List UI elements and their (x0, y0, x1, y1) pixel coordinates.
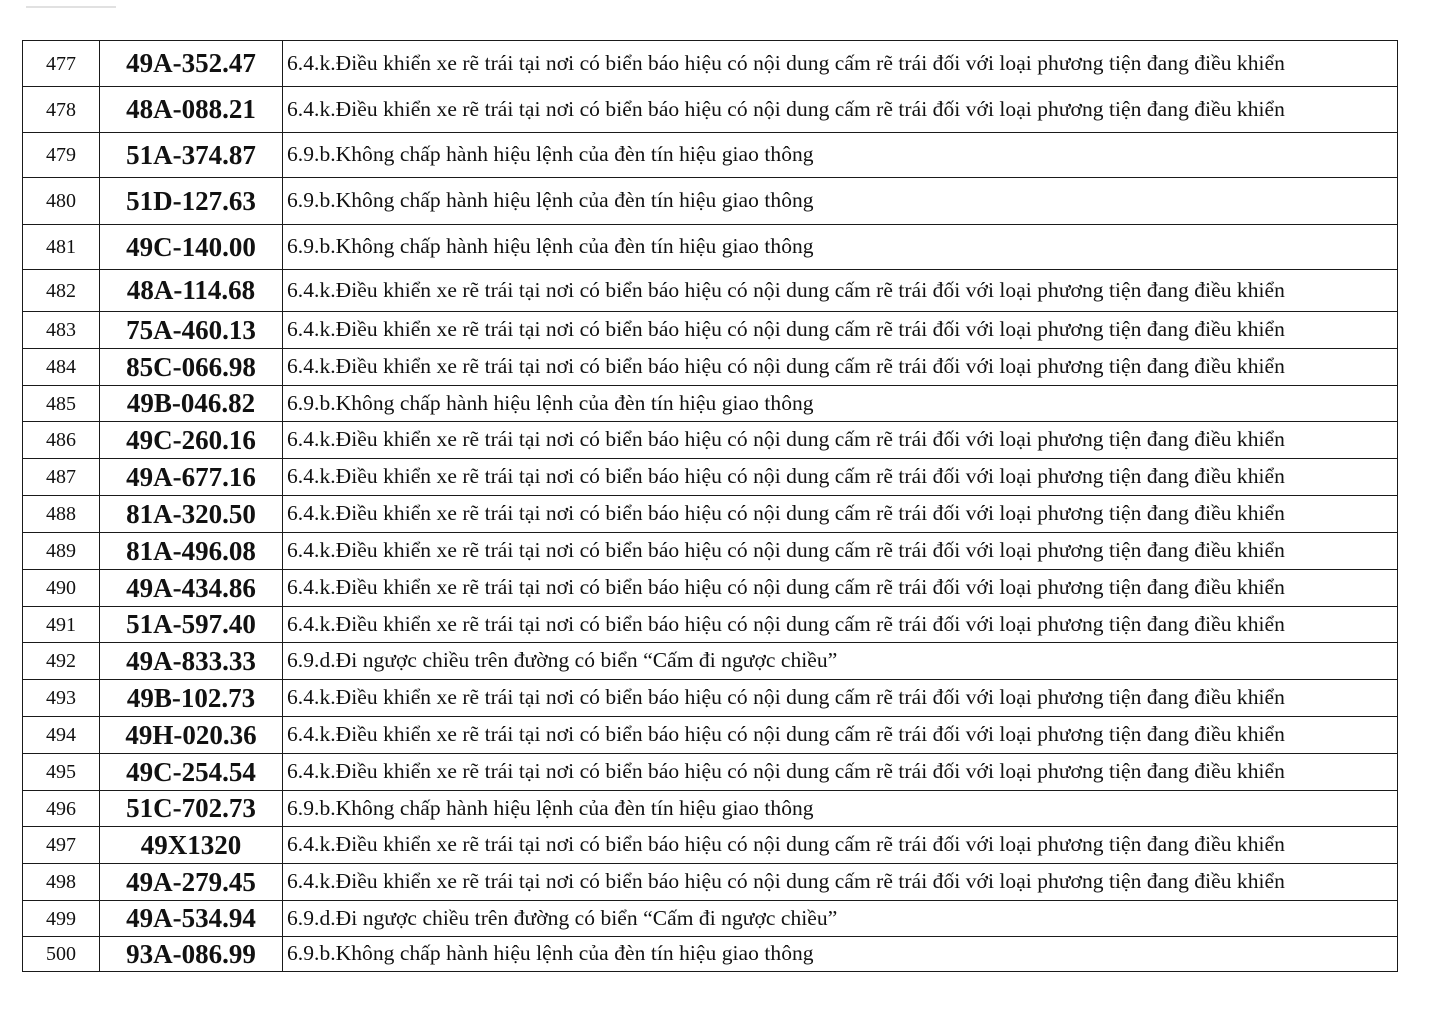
table-row (23, 607, 1398, 643)
table-row (23, 533, 1398, 570)
row-number: 495 (23, 754, 100, 791)
license-plate: 93A-086.99 (100, 937, 283, 972)
row-number: 479 (23, 133, 100, 178)
violation-description: 6.9.b.Không chấp hành hiệu lệnh của đèn tín hiệu giao thông (283, 386, 1398, 422)
row-number: 478 (23, 87, 100, 133)
violation-description: 6.4.k.Điều khiển xe rẽ trái tại nơi có biển báo hiệu có nội dung cấm rẽ trái đối với loại phương tiện đang điều khiển (283, 422, 1398, 459)
license-plate: 49B-102.73 (100, 680, 283, 717)
violation-description: 6.9.d.Đi ngược chiều trên đường có biển “Cấm đi ngược chiều” (283, 643, 1398, 680)
table-row (23, 496, 1398, 533)
violation-description: 6.4.k.Điều khiển xe rẽ trái tại nơi có biển báo hiệu có nội dung cấm rẽ trái đối với loại phương tiện đang điều khiển (283, 312, 1398, 349)
license-plate: 49A-352.47 (100, 41, 283, 87)
table-row (23, 937, 1398, 972)
table-row (23, 827, 1398, 864)
table-row (23, 87, 1398, 133)
violation-description: 6.4.k.Điều khiển xe rẽ trái tại nơi có biển báo hiệu có nội dung cấm rẽ trái đối với loại phương tiện đang điều khiển (283, 680, 1398, 717)
row-number: 488 (23, 496, 100, 533)
license-plate: 48A-114.68 (100, 270, 283, 312)
row-number: 494 (23, 717, 100, 754)
table-row (23, 459, 1398, 496)
row-number: 497 (23, 827, 100, 864)
violation-description: 6.9.b.Không chấp hành hiệu lệnh của đèn tín hiệu giao thông (283, 225, 1398, 270)
page-top-mark (26, 0, 116, 8)
table-row (23, 133, 1398, 178)
row-number: 484 (23, 349, 100, 386)
license-plate: 49X1320 (100, 827, 283, 864)
table-row (23, 270, 1398, 312)
license-plate: 48A-088.21 (100, 87, 283, 133)
table-row (23, 225, 1398, 270)
license-plate: 49C-260.16 (100, 422, 283, 459)
row-number: 498 (23, 864, 100, 901)
row-number: 485 (23, 386, 100, 422)
row-number: 487 (23, 459, 100, 496)
violation-description: 6.4.k.Điều khiển xe rẽ trái tại nơi có biển báo hiệu có nội dung cấm rẽ trái đối với loại phương tiện đang điều khiển (283, 533, 1398, 570)
table-row (23, 349, 1398, 386)
table-row (23, 178, 1398, 225)
violation-description: 6.4.k.Điều khiển xe rẽ trái tại nơi có biển báo hiệu có nội dung cấm rẽ trái đối với loại phương tiện đang điều khiển (283, 496, 1398, 533)
violations-table (22, 40, 1398, 972)
violations-table-body (23, 41, 1398, 972)
violation-description: 6.4.k.Điều khiển xe rẽ trái tại nơi có biển báo hiệu có nội dung cấm rẽ trái đối với loại phương tiện đang điều khiển (283, 827, 1398, 864)
license-plate: 51A-374.87 (100, 133, 283, 178)
license-plate: 49C-140.00 (100, 225, 283, 270)
table-row (23, 791, 1398, 827)
row-number: 477 (23, 41, 100, 87)
license-plate: 51A-597.40 (100, 607, 283, 643)
row-number: 482 (23, 270, 100, 312)
row-number: 500 (23, 937, 100, 972)
violation-description: 6.4.k.Điều khiển xe rẽ trái tại nơi có biển báo hiệu có nội dung cấm rẽ trái đối với loại phương tiện đang điều khiển (283, 570, 1398, 607)
table-row (23, 680, 1398, 717)
row-number: 486 (23, 422, 100, 459)
violation-description: 6.9.b.Không chấp hành hiệu lệnh của đèn tín hiệu giao thông (283, 178, 1398, 225)
row-number: 490 (23, 570, 100, 607)
table-row (23, 864, 1398, 901)
license-plate: 49A-677.16 (100, 459, 283, 496)
table-row (23, 422, 1398, 459)
violation-description: 6.9.b.Không chấp hành hiệu lệnh của đèn tín hiệu giao thông (283, 791, 1398, 827)
license-plate: 81A-320.50 (100, 496, 283, 533)
license-plate: 49C-254.54 (100, 754, 283, 791)
license-plate: 49A-279.45 (100, 864, 283, 901)
table-row (23, 717, 1398, 754)
violation-description: 6.4.k.Điều khiển xe rẽ trái tại nơi có biển báo hiệu có nội dung cấm rẽ trái đối với loại phương tiện đang điều khiển (283, 459, 1398, 496)
table-row (23, 643, 1398, 680)
violation-description: 6.4.k.Điều khiển xe rẽ trái tại nơi có biển báo hiệu có nội dung cấm rẽ trái đối với loại phương tiện đang điều khiển (283, 270, 1398, 312)
license-plate: 81A-496.08 (100, 533, 283, 570)
violation-description: 6.4.k.Điều khiển xe rẽ trái tại nơi có biển báo hiệu có nội dung cấm rẽ trái đối với loại phương tiện đang điều khiển (283, 349, 1398, 386)
violation-description: 6.9.b.Không chấp hành hiệu lệnh của đèn tín hiệu giao thông (283, 133, 1398, 178)
row-number: 493 (23, 680, 100, 717)
license-plate: 49A-434.86 (100, 570, 283, 607)
violation-description: 6.4.k.Điều khiển xe rẽ trái tại nơi có biển báo hiệu có nội dung cấm rẽ trái đối với loại phương tiện đang điều khiển (283, 87, 1398, 133)
table-row (23, 901, 1398, 937)
row-number: 492 (23, 643, 100, 680)
violation-description: 6.4.k.Điều khiển xe rẽ trái tại nơi có biển báo hiệu có nội dung cấm rẽ trái đối với loại phương tiện đang điều khiển (283, 607, 1398, 643)
violation-description: 6.4.k.Điều khiển xe rẽ trái tại nơi có biển báo hiệu có nội dung cấm rẽ trái đối với loại phương tiện đang điều khiển (283, 717, 1398, 754)
license-plate: 51D-127.63 (100, 178, 283, 225)
license-plate: 49A-534.94 (100, 901, 283, 937)
row-number: 483 (23, 312, 100, 349)
row-number: 489 (23, 533, 100, 570)
license-plate: 49B-046.82 (100, 386, 283, 422)
license-plate: 49H-020.36 (100, 717, 283, 754)
row-number: 491 (23, 607, 100, 643)
table-row (23, 754, 1398, 791)
license-plate: 85C-066.98 (100, 349, 283, 386)
table-row (23, 41, 1398, 87)
license-plate: 75A-460.13 (100, 312, 283, 349)
violation-description: 6.9.d.Đi ngược chiều trên đường có biển “Cấm đi ngược chiều” (283, 901, 1398, 937)
table-row (23, 570, 1398, 607)
table-row (23, 386, 1398, 422)
table-row (23, 312, 1398, 349)
row-number: 499 (23, 901, 100, 937)
violation-description: 6.4.k.Điều khiển xe rẽ trái tại nơi có biển báo hiệu có nội dung cấm rẽ trái đối với loại phương tiện đang điều khiển (283, 864, 1398, 901)
license-plate: 49A-833.33 (100, 643, 283, 680)
violation-description: 6.4.k.Điều khiển xe rẽ trái tại nơi có biển báo hiệu có nội dung cấm rẽ trái đối với loại phương tiện đang điều khiển (283, 754, 1398, 791)
license-plate: 51C-702.73 (100, 791, 283, 827)
row-number: 496 (23, 791, 100, 827)
violation-description: 6.9.b.Không chấp hành hiệu lệnh của đèn tín hiệu giao thông (283, 937, 1398, 972)
row-number: 481 (23, 225, 100, 270)
row-number: 480 (23, 178, 100, 225)
violation-description: 6.4.k.Điều khiển xe rẽ trái tại nơi có biển báo hiệu có nội dung cấm rẽ trái đối với loại phương tiện đang điều khiển (283, 41, 1398, 87)
